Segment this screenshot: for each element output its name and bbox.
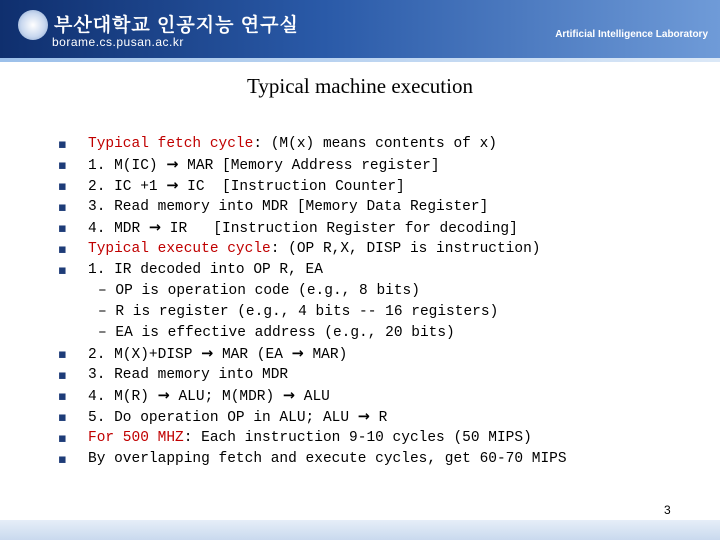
list-item-text	[98, 323, 455, 344]
item-text: IR [Instruction Register for decoding]	[161, 221, 518, 237]
item-text: : (M(x) means contents of x)	[253, 136, 497, 152]
item-text: 3. Read memory into MDR [Memory Data Register]	[88, 199, 489, 215]
university-logo-icon	[18, 10, 48, 40]
item-text: 4. MDR	[88, 221, 149, 237]
arrow-right-icon: →	[291, 346, 304, 362]
item-text: ALU; M(MDR)	[169, 389, 283, 405]
item-text: By overlapping fetch and execute cycles, get 60-70 MIPS	[88, 451, 567, 467]
list-item-text	[88, 386, 330, 408]
org-name: 부산대학교 인공지능 연구실	[54, 15, 299, 36]
item-text: 3. Read memory into MDR	[88, 367, 289, 383]
item-text: – OP is operation code (e.g., 8 bits)	[98, 283, 420, 299]
list-item-text	[98, 281, 420, 302]
lab-name: Artificial Intelligence Laboratory	[555, 29, 708, 40]
list-item-text	[88, 428, 532, 449]
list-item-text	[88, 260, 323, 281]
list-item-text	[88, 407, 387, 429]
item-text: : Each instruction 9-10 cycles (50 MIPS)	[183, 430, 532, 446]
item-text: MAR (EA	[213, 347, 292, 363]
list-item-text	[88, 155, 440, 177]
arrow-right-icon: →	[157, 388, 170, 404]
slide-title: Typical machine execution	[247, 74, 473, 98]
item-text: 2. M(X)+DISP	[88, 347, 202, 363]
item-text: R	[369, 410, 388, 426]
footer-bar	[0, 520, 720, 540]
item-text: 2. IC +1	[88, 179, 167, 195]
header-banner	[0, 0, 720, 62]
page-number: 3	[664, 503, 671, 517]
item-text: : (OP R,X, DISP is instruction)	[270, 241, 541, 257]
highlight-text: Typical execute cycle	[88, 241, 271, 257]
list-item-text	[88, 344, 347, 366]
item-text: ALU	[295, 389, 330, 405]
list-item-text	[88, 134, 497, 155]
item-text: – EA is effective address (e.g., 20 bits)	[98, 325, 455, 341]
arrow-right-icon: →	[148, 220, 162, 236]
arrow-right-icon: →	[166, 178, 179, 194]
arrow-right-icon: →	[282, 388, 296, 404]
list-item-text	[88, 218, 518, 240]
list-item-text	[88, 365, 288, 386]
item-text: 1. M(IC)	[88, 158, 167, 174]
item-text: MAR [Memory Address register]	[178, 158, 440, 174]
item-text: IC [Instruction Counter]	[178, 179, 405, 195]
item-text: MAR)	[303, 347, 348, 363]
arrow-right-icon: →	[357, 409, 370, 425]
list-item-text	[88, 239, 540, 260]
website-url: borame.cs.pusan.ac.kr	[52, 35, 184, 49]
item-text: 4. M(R)	[88, 389, 158, 405]
item-text: 5. Do operation OP in ALU; ALU	[88, 410, 358, 426]
item-text: 1. IR decoded into OP R, EA	[88, 262, 323, 278]
list-item-text	[88, 197, 488, 218]
highlight-text: For 500 MHZ	[88, 430, 184, 446]
list-item-text	[98, 302, 498, 323]
arrow-right-icon: →	[201, 346, 214, 362]
highlight-text: Typical fetch cycle	[88, 136, 254, 152]
list-item-text	[88, 449, 567, 470]
list-item-text	[88, 176, 405, 198]
arrow-right-icon: →	[166, 157, 179, 173]
item-text: – R is register (e.g., 4 bits -- 16 registers)	[98, 304, 499, 320]
